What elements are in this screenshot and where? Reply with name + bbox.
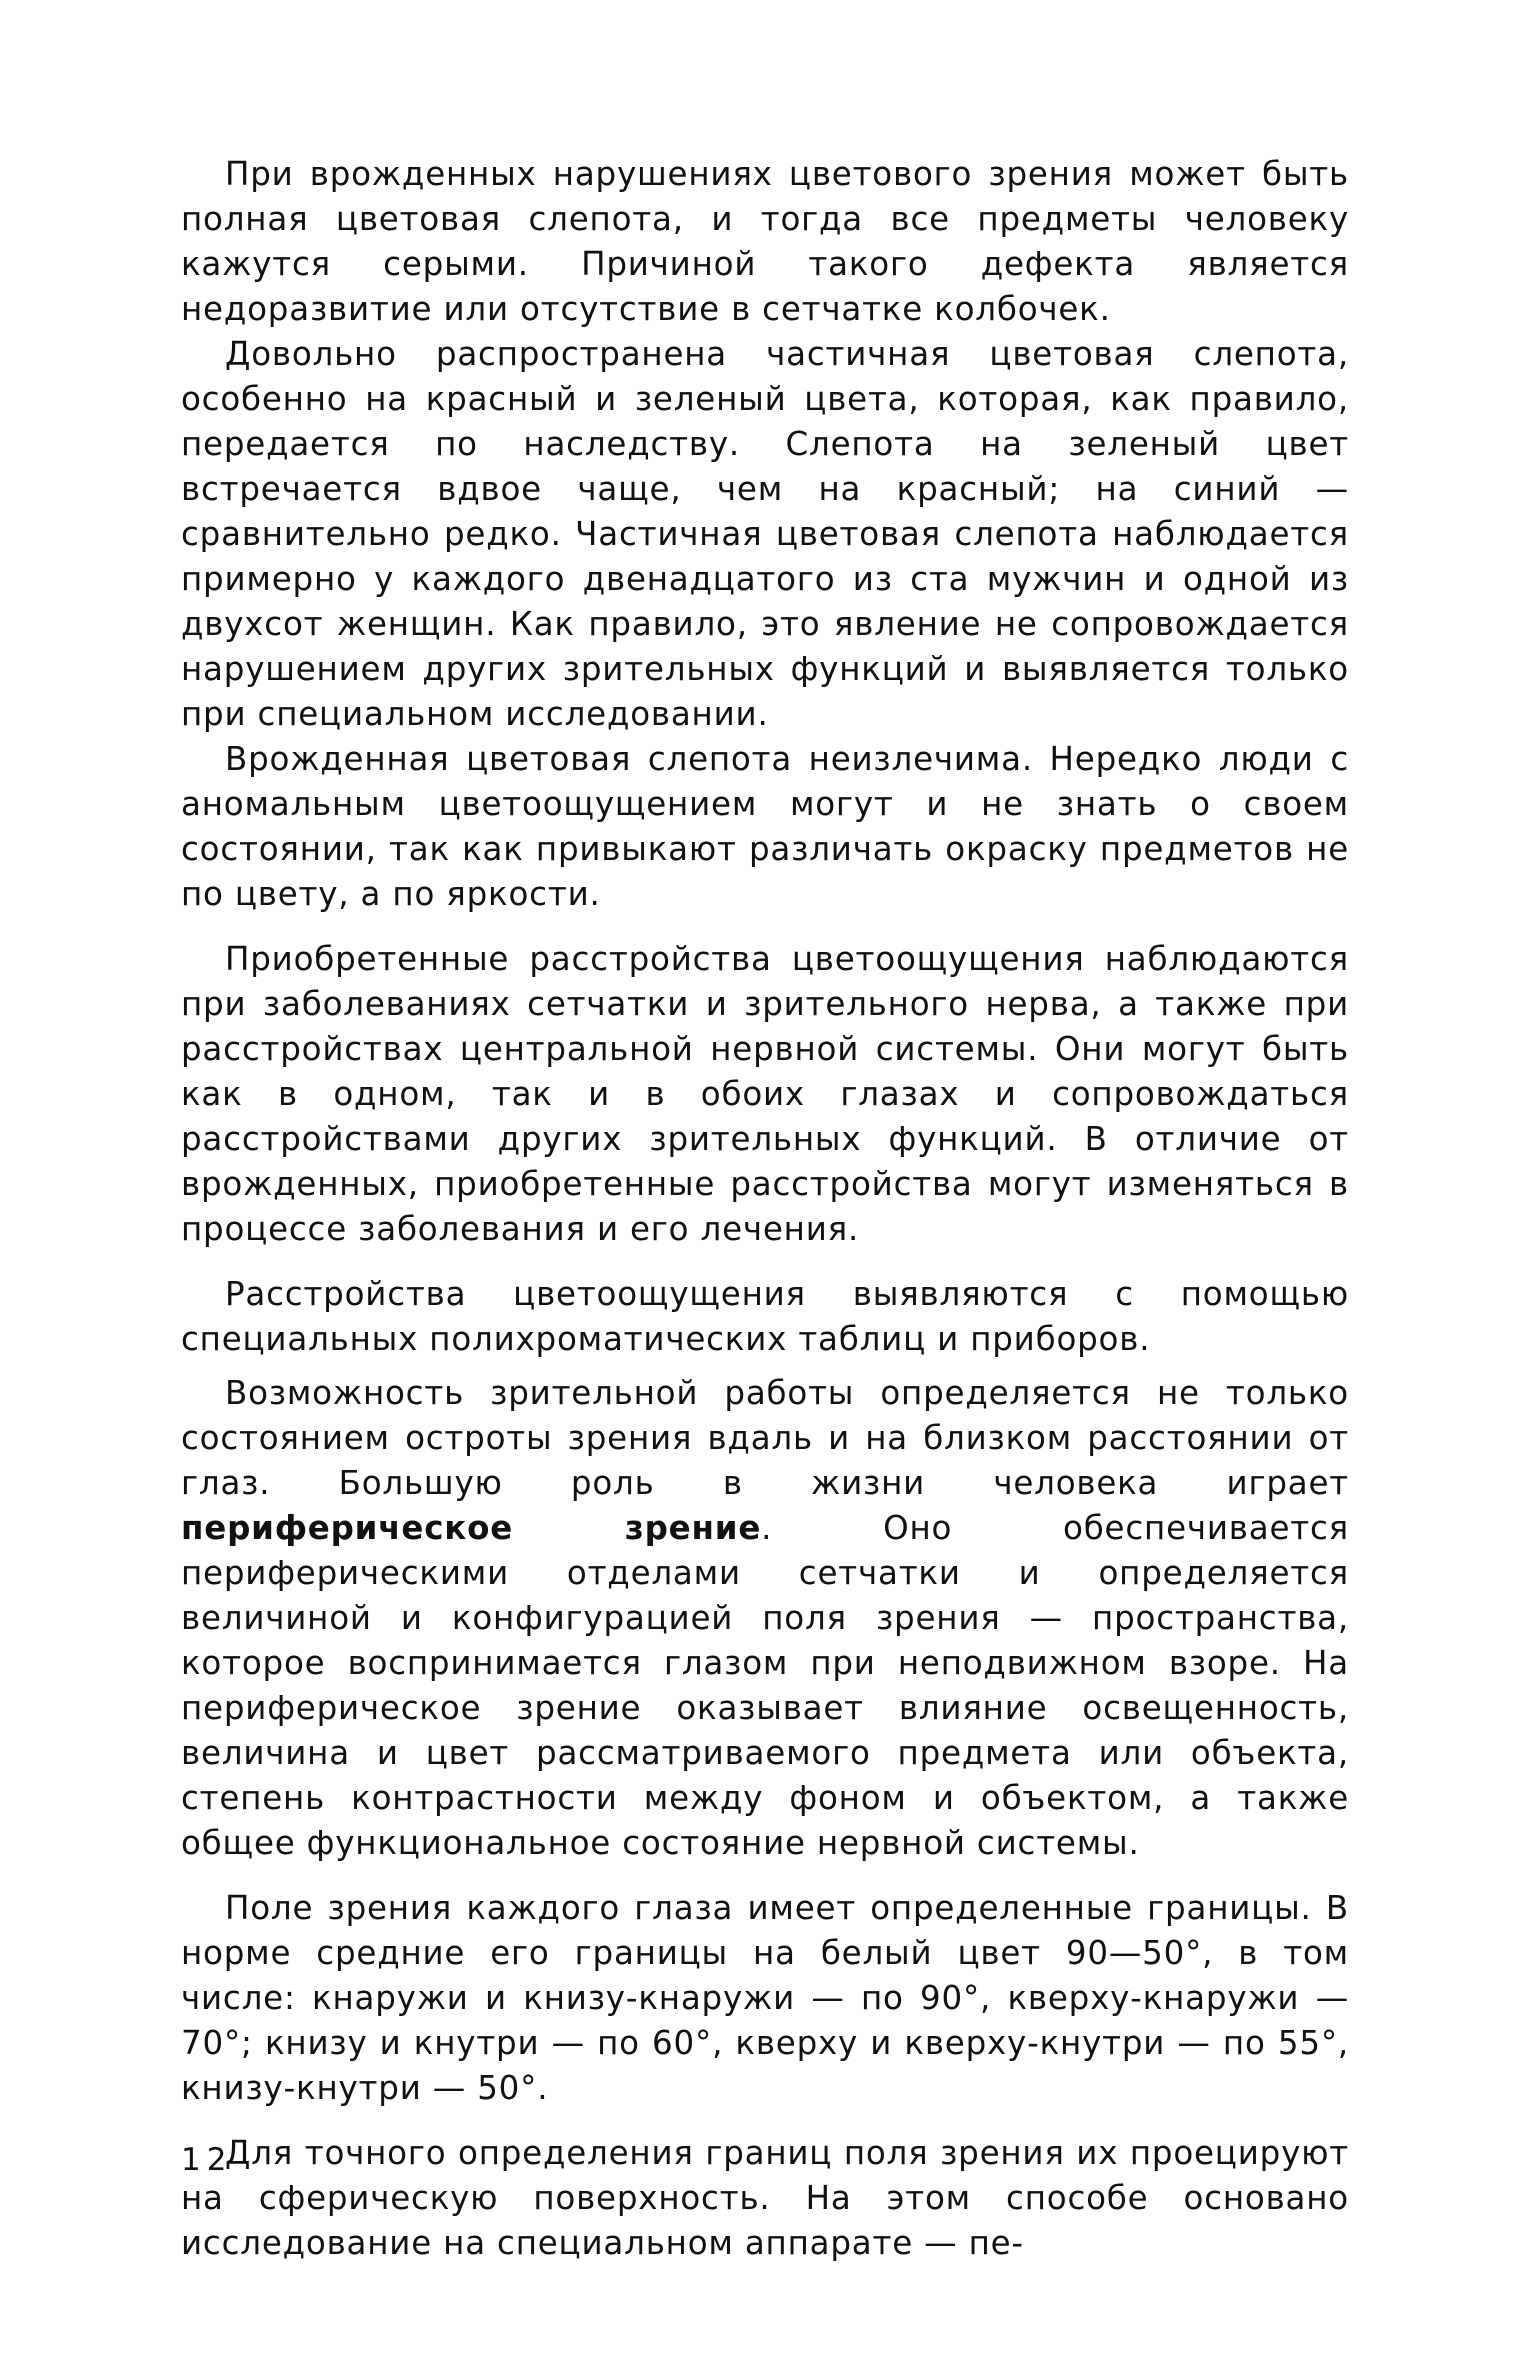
peripheral-vision-text-before: Возможность зрительной работы определяется не только состоянием остроты зрения вдаль и на близком расстоянии от глаз. Большую роль в жизни человека играет <box>181 1374 1349 1502</box>
peripheral-vision-text-after: . Оно обеспечивается периферическими отделами сетчатки и определяется величиной и конфигурацией поля зрения — пространства, которое воспринимается глазом при неподвижном взоре. На периферическое зрение оказывает влияние освещенность, величина и цвет рассматриваемого предмета или объекта, степень контрастности между фоном и объектом, а также общее функциональное состояние нервной системы. <box>181 1509 1350 1862</box>
paragraph-peripheral-vision <box>181 1371 1349 1866</box>
paragraph-incurable: Врожденная цветовая слепота неизлечима. Нередко люди с аномальным цветоощущением могут и не знать о своем состоянии, так как привыкают различать окраску предметов не по цвету, а по яркости. <box>181 740 1349 913</box>
page-body <box>181 152 1349 2266</box>
paragraph-acquired-disorders: Приобретенные расстройства цветоощущения наблюдаются при заболеваниях сетчатки и зрительного нерва, а также при расстройствах центральной нервной системы. Они могут быть как в одном, так и в обоих глазах и сопровождаться расстройствами других зрительных функций. В отличие от врожденных, приобретенные расстройства могут изменяться в процессе заболевания и его лечения. <box>181 940 1349 1248</box>
paragraph-perimetry: Для точного определения границ поля зрения их проецируют на сферическую поверхность. На этом способе основано исследование на специальном аппарате — пе- <box>181 2134 1349 2262</box>
paragraph-visual-field-boundaries: Поле зрения каждого глаза имеет определенные границы. В норме средние его границы на белый цвет 90—50°, в том числе: кнаружи и книзу-кнаружи — по 90°, кверху-кнаружи — 70°; книзу и кнутри — по 60°, кверху и кверху-кнутри — по 55°, книзу-кнутри — 50°. <box>181 1889 1349 2107</box>
paragraph-congenital-color-blindness: При врожденных нарушениях цветового зрения может быть полная цветовая слепота, и тогда все предметы человеку кажутся серыми. Причиной такого дефекта является недоразвитие или отсутствие в сетчатке колбочек. <box>181 155 1349 328</box>
peripheral-vision-term: периферическое зрение <box>181 1509 762 1547</box>
paragraph-detection-methods: Расстройства цветоощущения выявляются с помощью специальных полихроматических таблиц и приборов. <box>181 1275 1349 1358</box>
page-number: 12 <box>181 2142 233 2178</box>
paragraph-partial-color-blindness: Довольно распространена частичная цветовая слепота, особенно на красный и зеленый цвета, которая, как правило, передается по наследству. Слепота на зеленый цвет встречается вдвое чаще, чем на красный; на синий — сравнительно редко. Частичная цветовая слепота наблюдается примерно у каждого двенадцатого из ста мужчин и одной из двухсот женщин. Как правило, это явление не сопровождается нарушением других зрительных функций и выявляется только при специальном исследовании. <box>181 335 1349 733</box>
